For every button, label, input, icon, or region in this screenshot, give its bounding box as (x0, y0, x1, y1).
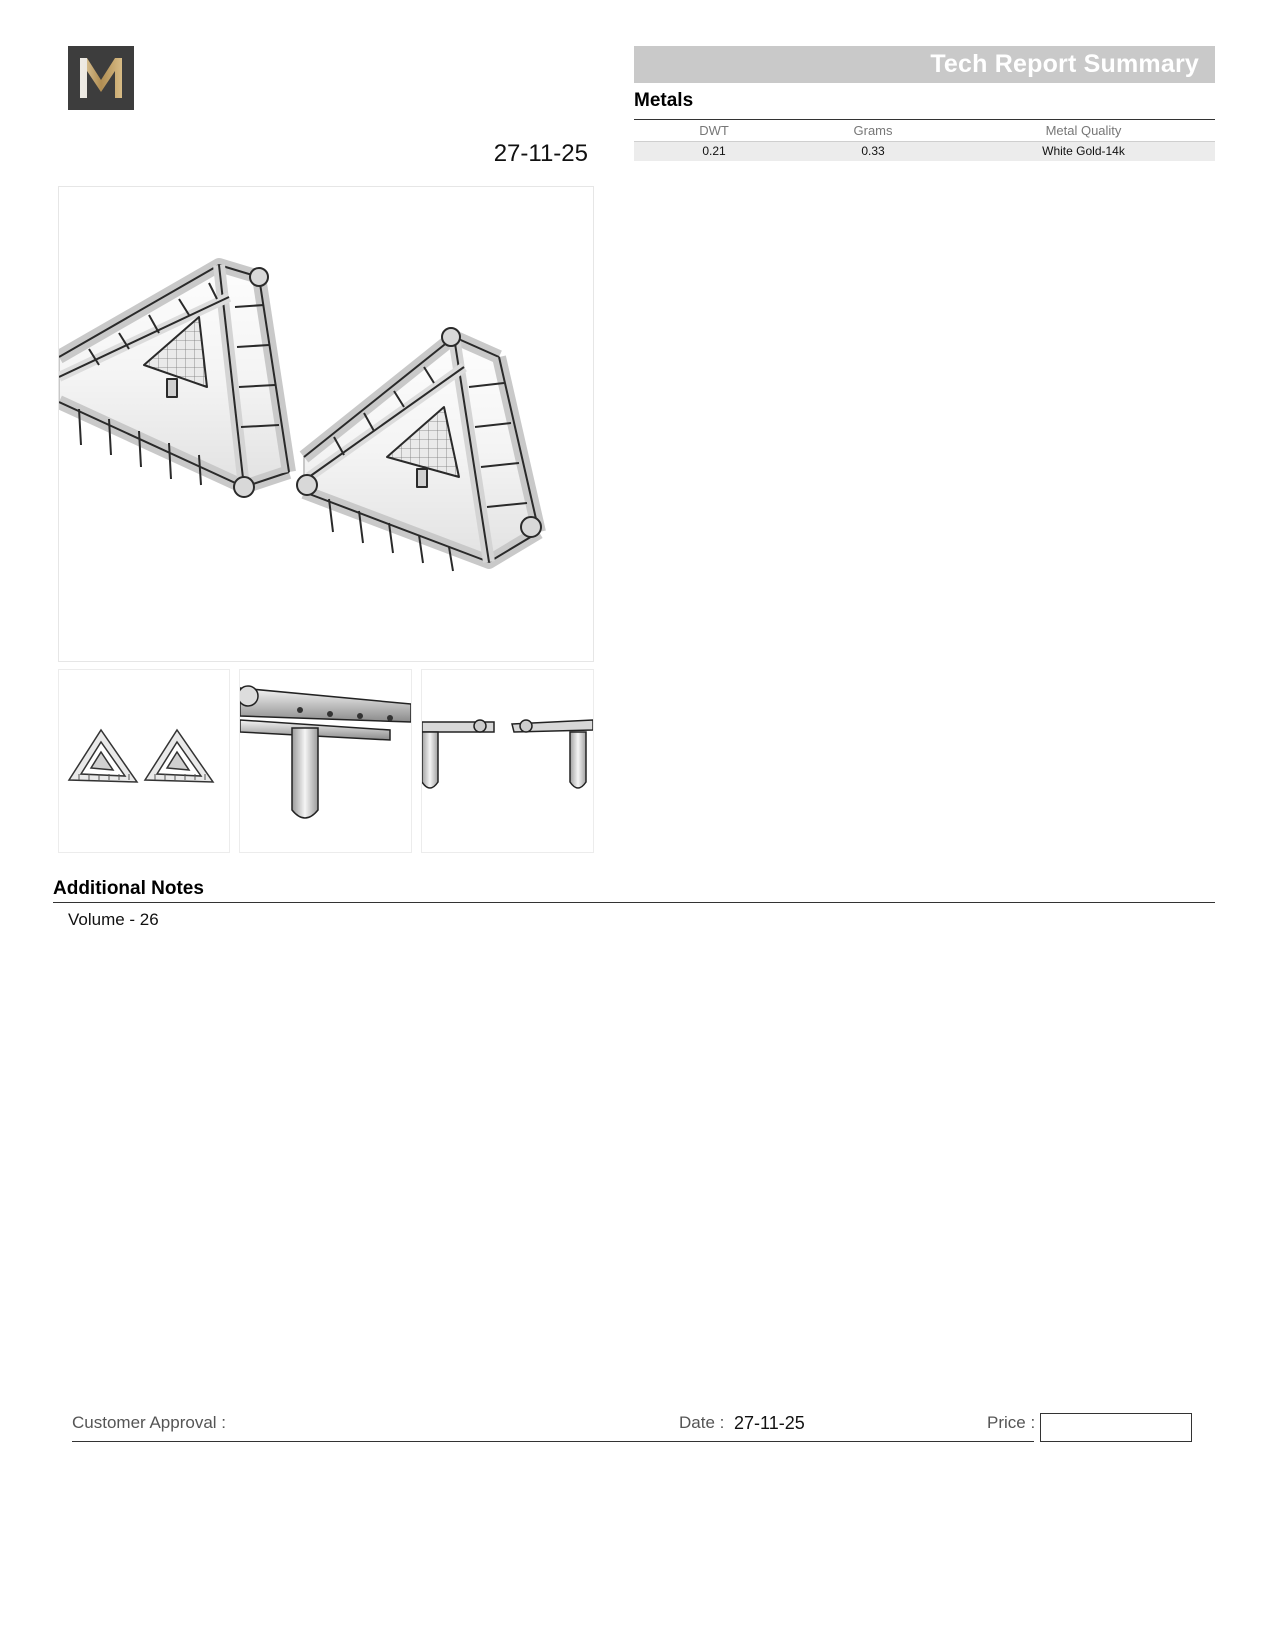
thumbnail-front-render (59, 670, 229, 852)
table-row (634, 142, 1215, 161)
metals-heading: Metals (634, 90, 694, 111)
metals-divider (634, 119, 1215, 120)
price-field[interactable] (1040, 1413, 1192, 1442)
cell-dwt: 0.21 (702, 144, 726, 158)
thumbnail-side-detail[interactable] (239, 669, 412, 853)
cell-metal-quality: White Gold-14k (1042, 144, 1125, 158)
thumbnail-profile-view[interactable] (421, 669, 594, 853)
earrings-render (59, 187, 593, 661)
metals-table (634, 121, 1215, 161)
metals-table-header (634, 121, 1215, 142)
customer-approval-label: Customer Approval : (72, 1413, 227, 1432)
column-header-metal-quality: Metal Quality (1045, 123, 1122, 138)
approval-signature-line[interactable] (72, 1441, 1034, 1442)
additional-notes-heading: Additional Notes (53, 878, 204, 899)
thumbnail-front-view[interactable] (58, 669, 230, 853)
report-title: Tech Report Summary (930, 50, 1199, 78)
column-header-dwt: DWT (699, 123, 729, 138)
main-product-image (58, 186, 594, 662)
cell-grams: 0.33 (861, 144, 885, 158)
report-title-band (634, 46, 1215, 83)
approval-date-label: Date : (679, 1413, 725, 1432)
approval-date-value: 27-11-25 (734, 1413, 805, 1433)
logo-m-mark (68, 46, 134, 110)
price-label: Price : (987, 1413, 1036, 1432)
notes-text: Volume - 26 (68, 910, 159, 929)
thumbnail-profile-render (422, 670, 593, 852)
notes-divider (53, 902, 1215, 903)
brand-logo (68, 46, 134, 110)
document-date: 27-11-25 (493, 140, 588, 167)
thumbnail-side-render (240, 670, 411, 852)
column-header-grams: Grams (853, 123, 893, 138)
